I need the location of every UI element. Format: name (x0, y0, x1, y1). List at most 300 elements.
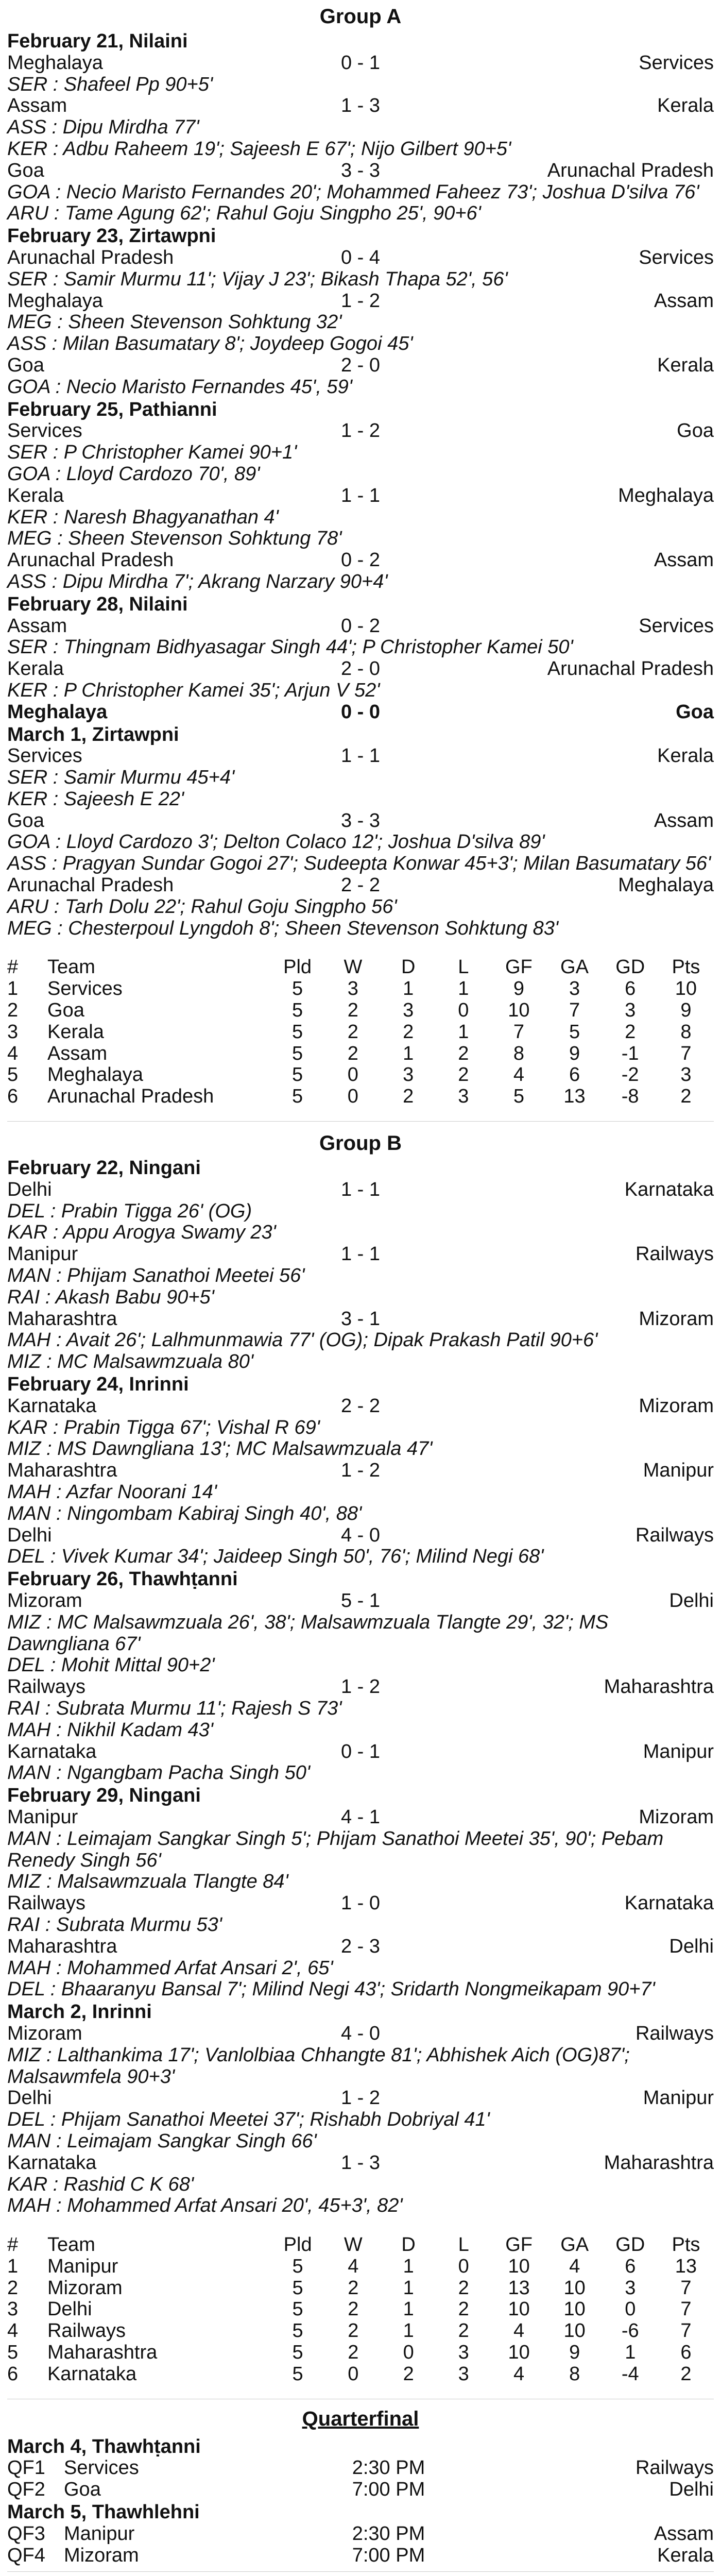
table-cell: 5 (292, 2320, 303, 2342)
match-score: 1 - 1 (340, 1243, 381, 1265)
goal-scorers: ARU : Tame Agung 62'; Rahul Goju Singpho 25', 90+6' (7, 202, 481, 225)
column-header: Team (47, 956, 95, 978)
column-header: GD (615, 2234, 645, 2256)
home-team: Services (64, 2457, 139, 2479)
table-cell: 7 (680, 1042, 692, 1064)
kickoff-time: 2:30 PM (352, 2522, 425, 2545)
group-b-section (7, 1127, 714, 2385)
away-team: Assam (654, 549, 714, 571)
away-team: Services (639, 246, 714, 268)
match-date-venue: February 26, Thawhṭanni (7, 1568, 238, 1590)
table-cell: -2 (621, 1064, 639, 1086)
table-cell: 6 (7, 2363, 19, 2385)
table-cell: 13 (563, 1086, 586, 1108)
goal-scorers: MEG : Sheen Stevenson Sohktung 32' (7, 311, 342, 333)
match-score: 1 - 2 (340, 290, 381, 312)
home-team: Karnataka (7, 2151, 97, 2174)
table-cell: 5 (291, 1042, 303, 1064)
fixture-code: QF3 (7, 2522, 45, 2545)
match-row (7, 1741, 714, 1763)
goal-scorers: MIZ : MC Malsawmzuala 26', 38'; Malsawmzuala Tlangte 29', 32'; MS Dawngliana 67' (7, 1611, 609, 1655)
group-a-title: Group A (319, 5, 402, 28)
table-cell: 4 (348, 2255, 359, 2277)
column-header: W (344, 2234, 363, 2256)
home-team: Karnataka (7, 1395, 97, 1417)
match-date-venue: March 4, Thawhṭanni (7, 2435, 201, 2458)
table-cell: 9 (569, 1042, 580, 1064)
table-row (7, 1086, 714, 1108)
goal-scorers: MIZ : MC Malsawmzuala 80' (7, 1351, 254, 1373)
table-cell: 1 (403, 1042, 414, 1064)
goal-scorers: ASS : Dipu Mirdha 7'; Akrang Narzary 90+4' (7, 570, 388, 592)
column-header: L (458, 956, 469, 978)
match-date-venue: February 21, Nilaini (7, 30, 188, 52)
match-row (7, 1309, 714, 1330)
table-cell: 1 (458, 978, 469, 1000)
fixture-row (7, 2545, 714, 2567)
table-cell: 0 (347, 1086, 358, 1108)
standings-header-row (7, 957, 714, 978)
table-cell: Kerala (47, 1021, 104, 1043)
column-header: Pld (283, 956, 312, 978)
table-cell: 0 (458, 999, 469, 1022)
table-cell: 3 (569, 978, 580, 1000)
away-team: Assam (654, 2522, 714, 2545)
match-score: 0 - 0 (340, 701, 381, 723)
table-cell: 3 (403, 1064, 414, 1086)
match-row (7, 247, 714, 269)
table-cell: 7 (680, 2298, 692, 2320)
table-cell: 13 (508, 2277, 530, 2299)
match-score: 2 - 2 (340, 1395, 381, 1417)
table-cell: 2 (347, 1042, 358, 1064)
table-cell: 1 (403, 2255, 414, 2277)
away-team: Arunachal Pradesh (547, 159, 714, 181)
goal-scorers: MEG : Chesterpoul Lyngdoh 8'; Sheen Stevenson Sohktung 83' (7, 917, 559, 939)
match-row (7, 745, 714, 767)
goal-scorers: KAR : Prabin Tigga 67'; Vishal R 69' (7, 1416, 320, 1438)
table-cell: 4 (7, 2320, 19, 2342)
match-row (7, 160, 714, 182)
table-cell: 10 (508, 2342, 530, 2364)
home-team: Railways (7, 1892, 86, 1914)
table-cell: 5 (291, 978, 303, 1000)
table-cell: 7 (513, 1021, 524, 1043)
kickoff-time: 2:30 PM (352, 2457, 425, 2479)
table-cell: 5 (291, 1021, 303, 1043)
match-score: 1 - 1 (340, 745, 381, 767)
table-cell: 6 (680, 2342, 692, 2364)
group-b-days (7, 1158, 714, 2217)
away-team: Services (639, 52, 714, 74)
goal-scorers: KER : Naresh Bhagyanathan 4' (7, 506, 279, 528)
goal-scorers: MAN : Leimajam Sangkar Singh 5'; Phijam Sanathoi Meetei 35', 90'; Pebam Renedy Singh 56' (7, 1827, 664, 1871)
quarterfinal-days (7, 2436, 714, 2567)
away-team: Manipur (643, 2087, 714, 2109)
table-cell: 13 (675, 2255, 697, 2277)
home-team: Services (7, 745, 82, 767)
match-score: 1 - 2 (340, 1676, 381, 1698)
goal-scorers: KER : Sajeesh E 22' (7, 788, 184, 810)
home-team: Karnataka (7, 1740, 97, 1762)
column-header: GA (560, 2234, 589, 2256)
goal-scorers: ASS : Dipu Mirdha 77' (7, 116, 199, 139)
column-header: GA (560, 956, 589, 978)
home-team: Manipur (7, 1243, 78, 1265)
table-cell: 5 (291, 999, 303, 1022)
away-team: Mizoram (639, 1806, 714, 1828)
goal-scorers: MIZ : Malsawmzuala Tlangte 84' (7, 1871, 288, 1893)
home-team: Meghalaya (7, 52, 103, 74)
kickoff-time: 7:00 PM (352, 2479, 425, 2501)
goal-scorers: SER : Samir Murmu 11'; Vijay J 23'; Bikash Thapa 52', 56' (7, 268, 508, 290)
match-row (7, 1525, 714, 1547)
table-cell: 6 (569, 1064, 580, 1086)
goal-scorers: DEL : Bhaaranyu Bansal 7'; Milind Negi 43'; Sridarth Nongmeikapam 90+7' (7, 1978, 655, 2001)
table-cell: 10 (563, 2298, 586, 2320)
column-header: GD (615, 956, 645, 978)
match-row (7, 658, 714, 680)
column-header: W (344, 956, 363, 978)
column-header: Pts (672, 956, 700, 978)
away-team: Meghalaya (618, 484, 714, 506)
match-row (7, 420, 714, 442)
goal-scorers: MAH : Mohammed Arfat Ansari 20', 45+3', 82' (7, 2195, 403, 2217)
goal-scorers: MAH : Avait 26'; Lalhmunmawia 77' (OG); Dipak Prakash Patil 90+6' (7, 1329, 598, 1351)
table-cell: 7 (680, 2320, 692, 2342)
away-team: Mizoram (639, 1395, 714, 1417)
table-cell: -6 (621, 2320, 639, 2342)
table-cell: 2 (458, 2298, 469, 2320)
match-date-venue: February 28, Nilaini (7, 593, 188, 615)
away-team: Karnataka (624, 1178, 714, 1200)
away-team: Maharashtra (604, 1676, 714, 1698)
table-cell: Mizoram (47, 2277, 123, 2299)
group-a-days (7, 31, 714, 939)
match-score: 1 - 3 (340, 95, 381, 117)
table-cell: 2 (625, 1021, 636, 1043)
goal-scorers: RAI : Subrata Murmu 11'; Rajesh S 73' (7, 1697, 342, 1719)
match-row (7, 2153, 714, 2174)
match-row (7, 550, 714, 571)
table-cell: 2 (347, 1021, 358, 1043)
table-cell: 1 (625, 2342, 636, 2364)
home-team: Manipur (7, 1806, 78, 1828)
home-team: Arunachal Pradesh (7, 246, 174, 268)
goal-scorers: MAN : Phijam Sanathoi Meetei 56' (7, 1265, 305, 1287)
table-cell: 10 (563, 2277, 586, 2299)
column-header: Pts (672, 2234, 700, 2256)
home-team: Maharashtra (7, 1935, 117, 1957)
table-cell: 2 (348, 2320, 359, 2342)
table-cell: 2 (680, 1086, 692, 1108)
match-date-venue: February 23, Zirtawpni (7, 225, 216, 247)
table-cell: 4 (513, 2363, 525, 2385)
home-team: Assam (7, 615, 67, 637)
match-score: 1 - 0 (340, 1892, 381, 1914)
match-row (7, 2023, 714, 2045)
match-score: 0 - 2 (340, 549, 381, 571)
match-row (7, 1807, 714, 1828)
table-cell: 3 (458, 2342, 469, 2364)
match-score: 3 - 3 (340, 809, 381, 832)
match-row (7, 875, 714, 896)
table-cell: 5 (7, 2342, 19, 2364)
table-cell: 3 (7, 1021, 19, 1043)
table-cell: Railways (47, 2320, 126, 2342)
column-header: Pld (283, 2234, 312, 2256)
fixture-code: QF4 (7, 2544, 45, 2566)
table-cell: 4 (513, 2320, 525, 2342)
table-cell: 0 (458, 2255, 469, 2277)
table-cell: 0 (347, 1064, 358, 1086)
table-row (7, 2256, 714, 2278)
fixture-code: QF2 (7, 2479, 45, 2501)
goal-scorers: MAH : Mohammed Arfat Ansari 2', 65' (7, 1957, 333, 1979)
away-team: Kerala (657, 745, 714, 767)
home-team: Assam (7, 95, 67, 117)
home-team: Goa (64, 2479, 101, 2501)
away-team: Kerala (657, 354, 714, 376)
table-cell: 2 (458, 2320, 469, 2342)
away-team: Delhi (669, 1589, 714, 1612)
table-row (7, 1043, 714, 1065)
match-row (7, 616, 714, 637)
match-row (7, 53, 714, 74)
match-row (7, 702, 714, 723)
table-cell: 2 (458, 2277, 469, 2299)
table-cell: 5 (513, 1086, 524, 1108)
table-cell: 3 (7, 2298, 19, 2320)
away-team: Goa (677, 420, 714, 442)
away-team: Assam (654, 290, 714, 312)
match-score: 2 - 2 (340, 874, 381, 896)
table-cell: 3 (403, 999, 414, 1022)
fixture-row (7, 2458, 714, 2479)
table-cell: 4 (513, 1064, 524, 1086)
goal-scorers: MEG : Sheen Stevenson Sohktung 78' (7, 528, 342, 550)
home-team: Maharashtra (7, 1308, 117, 1330)
home-team: Mizoram (7, 1589, 82, 1612)
table-cell: -8 (621, 1086, 639, 1108)
away-team: Goa (676, 701, 714, 723)
table-cell: 10 (508, 2298, 530, 2320)
quarterfinal-title: Quarterfinal (302, 2407, 419, 2430)
match-score: 1 - 2 (340, 2087, 381, 2109)
home-team: Arunachal Pradesh (7, 549, 174, 571)
home-team: Maharashtra (7, 1460, 117, 1482)
table-cell: 2 (7, 2277, 19, 2299)
goal-scorers: SER : Samir Murmu 45+4' (7, 767, 235, 789)
table-cell: -4 (621, 2363, 639, 2385)
goal-scorers: ASS : Pragyan Sundar Gogoi 27'; Sudeepta Konwar 45+3'; Milan Basumatary 56' (7, 853, 711, 875)
table-cell: 6 (7, 1086, 19, 1108)
table-cell: 8 (513, 1042, 524, 1064)
table-cell: Delhi (47, 2298, 92, 2320)
table-cell: 9 (569, 2342, 580, 2364)
away-team: Mizoram (639, 1308, 714, 1330)
table-cell: 2 (348, 2298, 359, 2320)
table-cell: 4 (569, 2255, 580, 2277)
goal-scorers: DEL : Prabin Tigga 26' (OG) (7, 1200, 252, 1222)
goal-scorers: GOA : Lloyd Cardozo 70', 89' (7, 463, 260, 485)
away-team: Railways (635, 2457, 714, 2479)
table-cell: 5 (291, 1064, 303, 1086)
match-date-venue: March 5, Thawhlehni (7, 2501, 200, 2523)
match-date-venue: March 2, Inrinni (7, 2001, 152, 2023)
kickoff-time: 7:00 PM (352, 2544, 425, 2566)
goal-scorers: SER : Thingnam Bidhyasagar Singh 44'; P Christopher Kamei 50' (7, 636, 573, 658)
table-cell: 8 (680, 1021, 692, 1043)
match-score: 5 - 1 (340, 1589, 381, 1612)
home-team: Goa (7, 809, 44, 832)
column-header: # (7, 2234, 19, 2256)
goal-scorers: KER : Adbu Raheem 19'; Sajeesh E 67'; Nijo Gilbert 90+5' (7, 138, 511, 160)
fixture-row (7, 2479, 714, 2501)
table-row (7, 1064, 714, 1086)
match-row (7, 810, 714, 832)
goal-scorers: MAN : Ningombam Kabiraj Singh 40', 88' (7, 1502, 362, 1524)
goal-scorers: RAI : Akash Babu 90+5' (7, 1286, 214, 1308)
table-cell: 7 (680, 2277, 692, 2299)
group-a-standings-table (7, 957, 714, 1108)
table-cell: Arunachal Pradesh (47, 1086, 214, 1108)
table-cell: 2 (7, 999, 19, 1022)
goal-scorers: DEL : Mohit Mittal 90+2' (7, 1654, 215, 1676)
table-cell: Goa (47, 999, 84, 1022)
table-cell: 2 (347, 999, 358, 1022)
match-row (7, 291, 714, 312)
table-cell: 3 (458, 1086, 469, 1108)
table-cell: 10 (563, 2320, 586, 2342)
match-row (7, 1893, 714, 1914)
table-cell: Assam (47, 1042, 108, 1064)
home-team: Meghalaya (7, 701, 108, 723)
goal-scorers: MIZ : MS Dawngliana 13'; MC Malsawmzuala 47' (7, 1438, 433, 1460)
match-row (7, 95, 714, 117)
table-cell: 3 (347, 978, 358, 1000)
table-cell: 2 (348, 2277, 359, 2299)
group-b-title: Group B (319, 1132, 402, 1155)
goal-scorers: MAH : Azfar Noorani 14' (7, 1481, 217, 1503)
table-cell: 1 (458, 1021, 469, 1043)
table-cell: 5 (292, 2298, 303, 2320)
table-cell: 1 (7, 2255, 19, 2277)
home-team: Meghalaya (7, 290, 103, 312)
match-row (7, 485, 714, 507)
table-cell: 6 (625, 978, 636, 1000)
away-team: Kerala (657, 95, 714, 117)
table-cell: 1 (7, 978, 19, 1000)
match-score: 0 - 2 (340, 615, 381, 637)
column-header: GF (505, 956, 533, 978)
goal-scorers: GOA : Lloyd Cardozo 3'; Delton Colaco 12'; Joshua D'silva 89' (7, 831, 545, 853)
table-cell: Meghalaya (47, 1064, 143, 1086)
match-score: 2 - 0 (340, 354, 381, 376)
match-score: 0 - 4 (340, 246, 381, 268)
match-row (7, 1244, 714, 1265)
column-header: GF (505, 2234, 533, 2256)
table-cell: 0 (625, 2298, 636, 2320)
table-cell: 9 (680, 999, 692, 1022)
table-cell: 3 (625, 999, 636, 1022)
home-team: Delhi (7, 1524, 52, 1546)
table-cell: 2 (680, 2363, 692, 2385)
away-team: Railways (635, 1524, 714, 1546)
table-cell: 5 (291, 1086, 303, 1108)
away-team: Meghalaya (618, 874, 714, 896)
column-header: Team (47, 2234, 95, 2256)
table-cell: 0 (403, 2342, 414, 2364)
match-row (7, 1676, 714, 1698)
table-row (7, 2278, 714, 2299)
match-row (7, 1179, 714, 1201)
column-header: D (401, 2234, 416, 2256)
table-cell: Karnataka (47, 2363, 137, 2385)
home-team: Services (7, 420, 82, 442)
match-date-venue: February 22, Ningani (7, 1157, 201, 1179)
home-team: Goa (7, 354, 44, 376)
away-team: Maharashtra (604, 2151, 714, 2174)
goal-scorers: MAN : Leimajam Sangkar Singh 66' (7, 2130, 317, 2152)
match-date-venue: February 24, Inrinni (7, 1374, 189, 1396)
table-cell: 4 (7, 1042, 19, 1064)
goal-scorers: MAH : Nikhil Kadam 43' (7, 1719, 214, 1741)
table-cell: 6 (625, 2255, 636, 2277)
match-score: 1 - 3 (340, 2151, 381, 2174)
table-cell: 1 (403, 2277, 414, 2299)
match-date-venue: March 1, Zirtawpni (7, 723, 179, 745)
table-row (7, 1000, 714, 1022)
away-team: Delhi (669, 1935, 714, 1957)
divider (7, 2571, 714, 2572)
match-score: 0 - 1 (340, 1740, 381, 1762)
home-team: Railways (7, 1676, 86, 1698)
column-header: D (401, 956, 416, 978)
table-cell: 10 (508, 2255, 530, 2277)
table-cell: 1 (403, 2298, 414, 2320)
table-cell: 8 (569, 2363, 580, 2385)
away-team: Karnataka (624, 1892, 714, 1914)
goal-scorers: KER : P Christopher Kamei 35'; Arjun V 52' (7, 679, 380, 701)
match-score: 2 - 3 (340, 1935, 381, 1957)
away-team: Railways (635, 1243, 714, 1265)
match-row (7, 1396, 714, 1417)
away-team: Manipur (643, 1460, 714, 1482)
home-team: Arunachal Pradesh (7, 874, 174, 896)
goal-scorers: GOA : Necio Maristo Fernandes 45', 59' (7, 376, 352, 398)
away-team: Services (639, 615, 714, 637)
match-score: 4 - 1 (340, 1806, 381, 1828)
goal-scorers: ASS : Milan Basumatary 8'; Joydeep Gogoi 45' (7, 333, 413, 355)
home-team: Goa (7, 159, 44, 181)
home-team: Mizoram (7, 2022, 82, 2044)
table-row (7, 1022, 714, 1043)
table-cell: 5 (569, 1021, 580, 1043)
table-row (7, 2320, 714, 2342)
fixture-row (7, 2523, 714, 2545)
table-cell: 3 (680, 1064, 692, 1086)
fixture-code: QF1 (7, 2457, 45, 2479)
table-cell: 5 (7, 1064, 19, 1086)
column-header: # (7, 956, 19, 978)
table-cell: 5 (292, 2255, 303, 2277)
group-a-section (7, 0, 714, 1108)
match-score: 3 - 1 (340, 1308, 381, 1330)
table-row (7, 2364, 714, 2385)
table-cell: 5 (292, 2342, 303, 2364)
match-score: 2 - 0 (340, 658, 381, 680)
